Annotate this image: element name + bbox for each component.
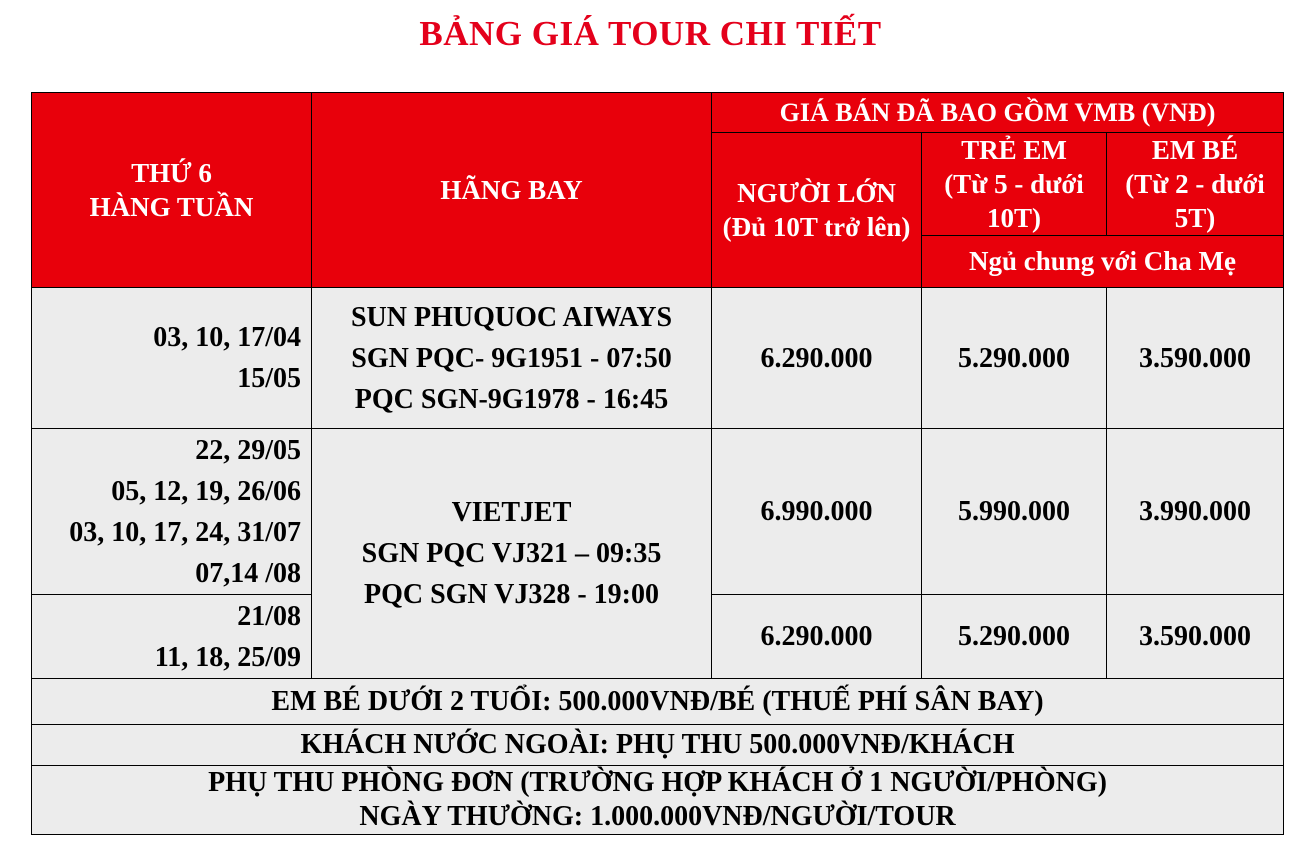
price-adult: 6.990.000: [712, 429, 922, 595]
table-row: [32, 429, 1284, 595]
price-child: 5.290.000: [922, 595, 1107, 679]
price-adult: 6.290.000: [712, 595, 922, 679]
page-title: BẢNG GIÁ TOUR CHI TIẾT: [419, 14, 882, 53]
airline-info: SUN PHUQUOC AIWAYS SGN PQC- 9G1951 - 07:50 PQC SGN-9G1978 - 16:45: [312, 288, 712, 429]
airline-info: VIETJET SGN PQC VJ321 – 09:35 PQC SGN VJ328 - 19:00: [312, 429, 712, 679]
departure-dates: 21/08 11, 18, 25/09: [32, 595, 312, 679]
price-child: 5.290.000: [922, 288, 1107, 429]
note-single-room-surcharge: PHỤ THU PHÒNG ĐƠN (TRƯỜNG HỢP KHÁCH Ở 1 NGƯỜI/PHÒNG) NGÀY THƯỜNG: 1.000.000VNĐ/NGƯỜI/TOUR: [32, 766, 1284, 835]
table-row: [32, 288, 1284, 429]
header-weekday: THỨ 6 HÀNG TUẦN: [32, 93, 312, 288]
header-shared-bed: Ngủ chung với Cha Mẹ: [922, 236, 1284, 288]
price-infant: 3.590.000: [1107, 288, 1284, 429]
header-airline: HÃNG BAY: [312, 93, 712, 288]
departure-dates: 22, 29/05 05, 12, 19, 26/06 03, 10, 17, 24, 31/07 07,14 /08: [32, 429, 312, 595]
price-child: 5.990.000: [922, 429, 1107, 595]
header-price-group: GIÁ BÁN ĐÃ BAO GỒM VMB (VNĐ): [712, 93, 1284, 133]
note-foreigner-surcharge: KHÁCH NƯỚC NGOÀI: PHỤ THU 500.000VNĐ/KHÁCH: [32, 725, 1284, 766]
header-child: TRẺ EM (Từ 5 - dưới 10T): [922, 133, 1107, 236]
price-infant: 3.990.000: [1107, 429, 1284, 595]
price-infant: 3.590.000: [1107, 595, 1284, 679]
header-infant: EM BÉ (Từ 2 - dưới 5T): [1107, 133, 1284, 236]
note-infant-under-2: EM BÉ DƯỚI 2 TUỔI: 500.000VNĐ/BÉ (THUẾ PHÍ SÂN BAY): [32, 679, 1284, 725]
header-adult: NGƯỜI LỚN (Đủ 10T trở lên): [712, 133, 922, 288]
departure-dates: 03, 10, 17/04 15/05: [32, 288, 312, 429]
tour-price-table: [31, 92, 1284, 835]
price-adult: 6.290.000: [712, 288, 922, 429]
